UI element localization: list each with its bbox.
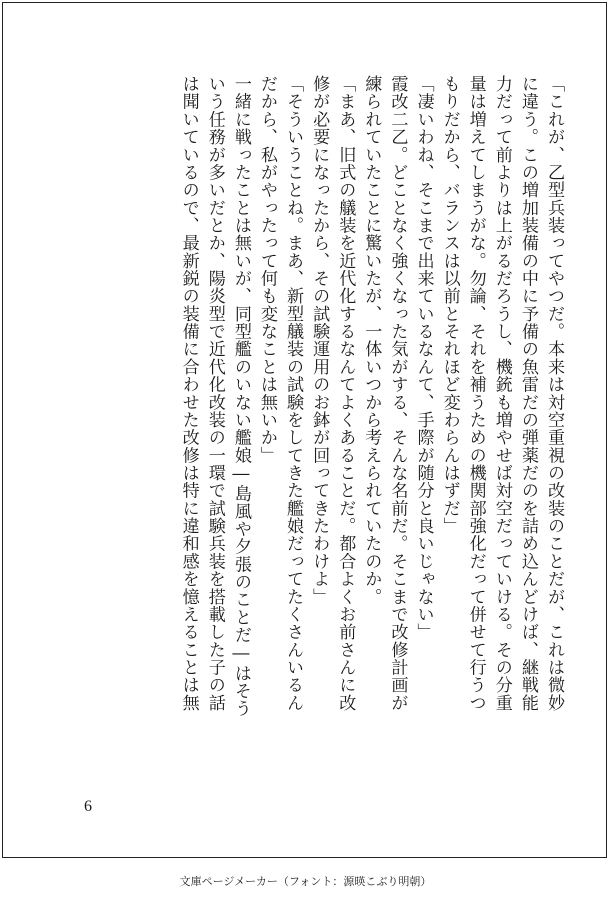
text-line: 一緒に戦ったことは無いが、同型艦のいない艦娘―島風や夕張のことだ―はそう (230, 75, 251, 718)
text-line: 量は増えてしまうがな。勿論、それを補うための機関部強化だって併せて行うつ (465, 75, 486, 712)
text-line: 霞改二乙。どことなく強くなった気がする、そんな名前だ。そこまで改修計画が (387, 75, 408, 712)
text-line: 修が必要になったから、その試験運用のお鉢が回ってきたわけよ」 (309, 75, 330, 606)
vertical-text-body (81, 75, 567, 775)
text-line: 「凄いわね、そこまで出来ているなんて、手際が随分と良いじゃない」 (413, 75, 434, 641)
text-line: もりだから、バランスは以前とそれほど変わらんはずだ」 (439, 75, 460, 535)
page-number: 6 (84, 798, 92, 815)
text-line: 「そういうことね。まあ、新型艤装の試験をしてきた艦娘だってたくさんいるん (283, 75, 304, 712)
text-line: 「まあ、旧式の艤装を近代化するなんてよくあることだ。都合よくお前さんに改 (335, 75, 356, 712)
text-line: に違う。この増加装備の中に予備の魚雷だの弾薬だのを詰め込んどけば、継戦能 (517, 75, 538, 712)
text-line: だから、私がやったって何も変なことは無いか」 (256, 75, 277, 464)
text-line: 練られていたことに驚いたが、一体いつから考えられていたのか。 (361, 75, 382, 606)
text-line: 力だって前よりは上がるだろうし、機銃も増やせば対空だっていける。その分重 (491, 75, 512, 712)
text-line: は聞いているので、最新鋭の装備に合わせた改修は特に違和感を憶えることは無 (178, 75, 199, 712)
footer-caption: 文庫ページメーカー（フォント：源暎こぶり明朝） (179, 875, 432, 888)
book-page (2, 2, 607, 858)
text-line: いう任務が多いだとか、陽炎型で近代化改装の一環で試験兵装を搭載した子の話 (204, 75, 225, 712)
text-line: 「これが、乙型兵装ってやつだ。本来は対空重視の改装のことだが、これは微妙 (544, 75, 564, 712)
